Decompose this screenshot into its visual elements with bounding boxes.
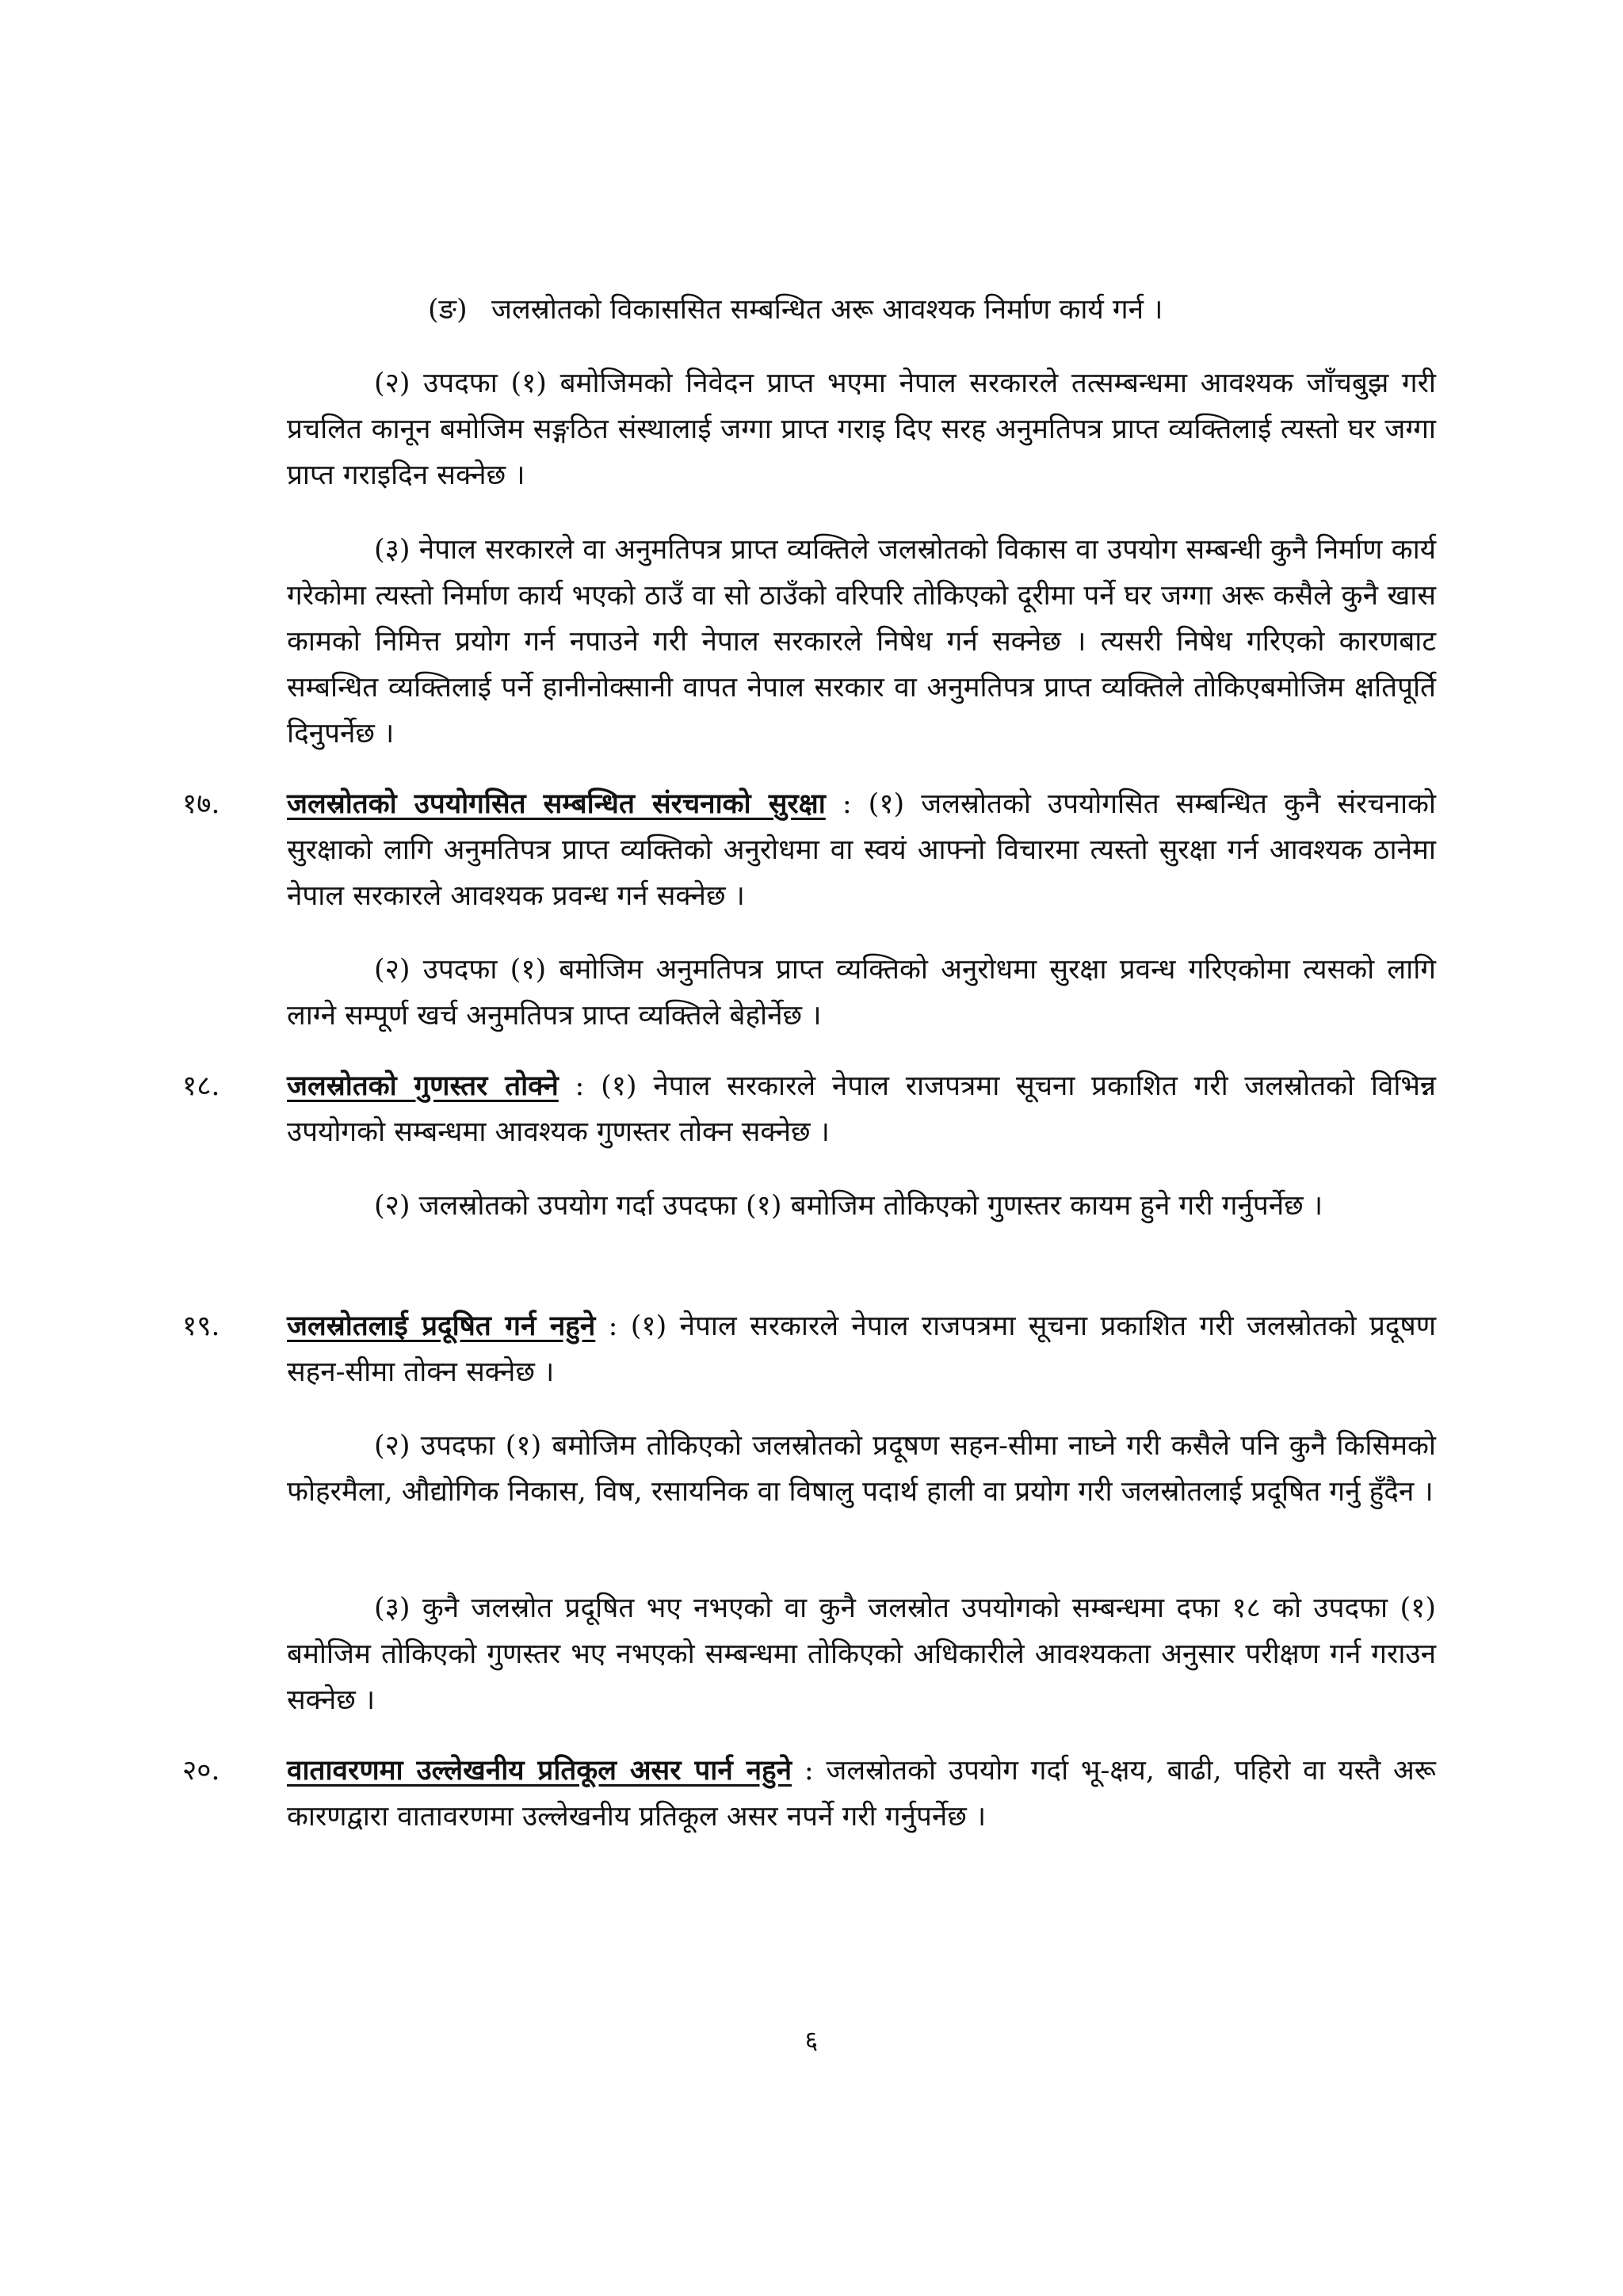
clause-text: जलस्रोतको विकाससित सम्बन्धित अरू आवश्यक निर्माण कार्य गर्न ।: [491, 294, 1163, 326]
section-20: [182, 1748, 1436, 1840]
section-number: १९.: [182, 1310, 220, 1342]
section-number: १८.: [182, 1070, 220, 1102]
section-17-subsection-2: (२) उपदफा (१) बमोजिम अनुमतिपत्र प्राप्त व्यक्तिको अनुरोधमा सुरक्षा प्रवन्ध गरिएकोमा त्यसको लागि लाग्ने सम्पूर्ण खर्च अनुमतिपत्र प्राप्त व्यक्तिले बेहोर्नेछ ।: [287, 954, 1436, 1032]
section-heading: जलस्रोतको उपयोगसित सम्बन्धित संरचनाको सुरक्षा: [287, 788, 826, 820]
section-heading: जलस्रोतको गुणस्तर तोक्ने: [287, 1070, 559, 1102]
section-body: [287, 1303, 1436, 1395]
section-body: [287, 1748, 1436, 1840]
section-19: [182, 1303, 1436, 1395]
section-16-subsection-3: (३) नेपाल सरकारले वा अनुमतिपत्र प्राप्त व्यक्तिले जलस्रोतको विकास वा उपयोग सम्बन्धी कुनै निर्माण कार्य गरेकोमा त्यस्तो निर्माण कार्य भएको ठाउँ वा सो ठाउँको वरिपरि तोकिएको दूरीमा पर्ने घर जग्गा अरू कसैले कुनै खास कामको निमित्त प्रयोग गर्न नपाउने गरी नेपाल सरकारले निषेध गर्न सक्नेछ । त्यसरी निषेध गरिएको कारणबाट सम्बन्धित व्यक्तिलाई पर्ने हानीनोक्सानी वापत नेपाल सरकार वा अनुमतिपत्र प्राप्त व्यक्तिले तोकिएबमोजिम क्षतिपूर्ति दिनुपर्नेछ ।: [287, 534, 1436, 749]
section-heading: वातावरणमा उल्लेखनीय प्रतिकूल असर पार्न नहुने: [287, 1754, 792, 1787]
section-text: : (१) जलस्रोतको उपयोगसित सम्बन्धित कुनै संरचनाको सुरक्षाको लागि अनुमतिपत्र प्राप्त व्यक्तिको अनुरोधमा वा स्वयं आफ्नो विचारमा त्यस्तो सुरक्षा गर्न आवश्यक ठानेमा नेपाल सरकारले आवश्यक प्रवन्ध गर्न सक्नेछ ।: [287, 788, 1436, 912]
section-number: १७.: [182, 788, 220, 820]
section-number: २०.: [182, 1755, 220, 1787]
clause-marker: (ङ): [428, 294, 468, 326]
section-18-subsection-2: (२) जलस्रोतको उपयोग गर्दा उपदफा (१) बमोजिम तोकिएको गुणस्तर कायम हुने गरी गर्नुपर्नेछ ।: [374, 1190, 1323, 1222]
page-number: ६: [804, 2025, 819, 2055]
section-19-subsection-2: (२) उपदफा (१) बमोजिम तोकिएको जलस्रोतको प्रदूषण सहन-सीमा नाघ्ने गरी कसैले पनि कुनै किसिमको फोहरमैला, औद्योगिक निकास, विष, रसायनिक वा विषालु पदार्थ हाली वा प्रयोग गरी जलस्रोतलाई प्रदूषित गर्नु हुँदैन ।: [287, 1430, 1436, 1508]
section-body: [287, 781, 1436, 919]
section-text: : (१) नेपाल सरकारले नेपाल राजपत्रमा सूचना प्रकाशित गरी जलस्रोतको विभिन्न उपयोगको सम्बन्धमा आवश्यक गुणस्तर तोक्न सक्नेछ ।: [287, 1070, 1436, 1148]
section-heading: जलस्रोतलाई प्रदूषित गर्न नहुने: [287, 1310, 596, 1342]
section-body: [287, 1063, 1436, 1155]
section-16-subsection-2: (२) उपदफा (१) बमोजिमको निवेदन प्राप्त भएमा नेपाल सरकारले तत्सम्बन्धमा आवश्यक जाँचबुझ गरी प्रचलित कानून बमोजिम सङ्गठित संस्थालाई जग्गा प्राप्त गराइ दिए सरह अनुमतिपत्र प्राप्त व्यक्तिलाई त्यस्तो घर जग्गा प्राप्त गराइदिन सक्नेछ ।: [287, 368, 1436, 491]
section-17: [182, 781, 1436, 919]
section-19-subsection-3: (३) कुनै जलस्रोत प्रदूषित भए नभएको वा कुनै जलस्रोत उपयोगको सम्बन्धमा दफा १८ को उपदफा (१) बमोजिम तोकिएको गुणस्तर भए नभएको सम्बन्धमा तोकिएको अधिकारीले आवश्यकता अनुसार परीक्षण गर्न गराउन सक्नेछ ।: [287, 1592, 1436, 1716]
section-18: [182, 1063, 1436, 1155]
clause-nga: [428, 287, 1458, 333]
section-text: : जलस्रोतको उपयोग गर्दा भू-क्षय, बाढी, पहिरो वा यस्तै अरू कारणद्वारा वातावरणमा उल्लेखनीय प्रतिकूल असर नपर्ने गरी गर्नुपर्नेछ ।: [287, 1755, 1436, 1833]
section-text: : (१) नेपाल सरकारले नेपाल राजपत्रमा सूचना प्रकाशित गरी जलस्रोतको प्रदूषण सहन-सीमा तोक्न सक्नेछ ।: [287, 1310, 1437, 1388]
